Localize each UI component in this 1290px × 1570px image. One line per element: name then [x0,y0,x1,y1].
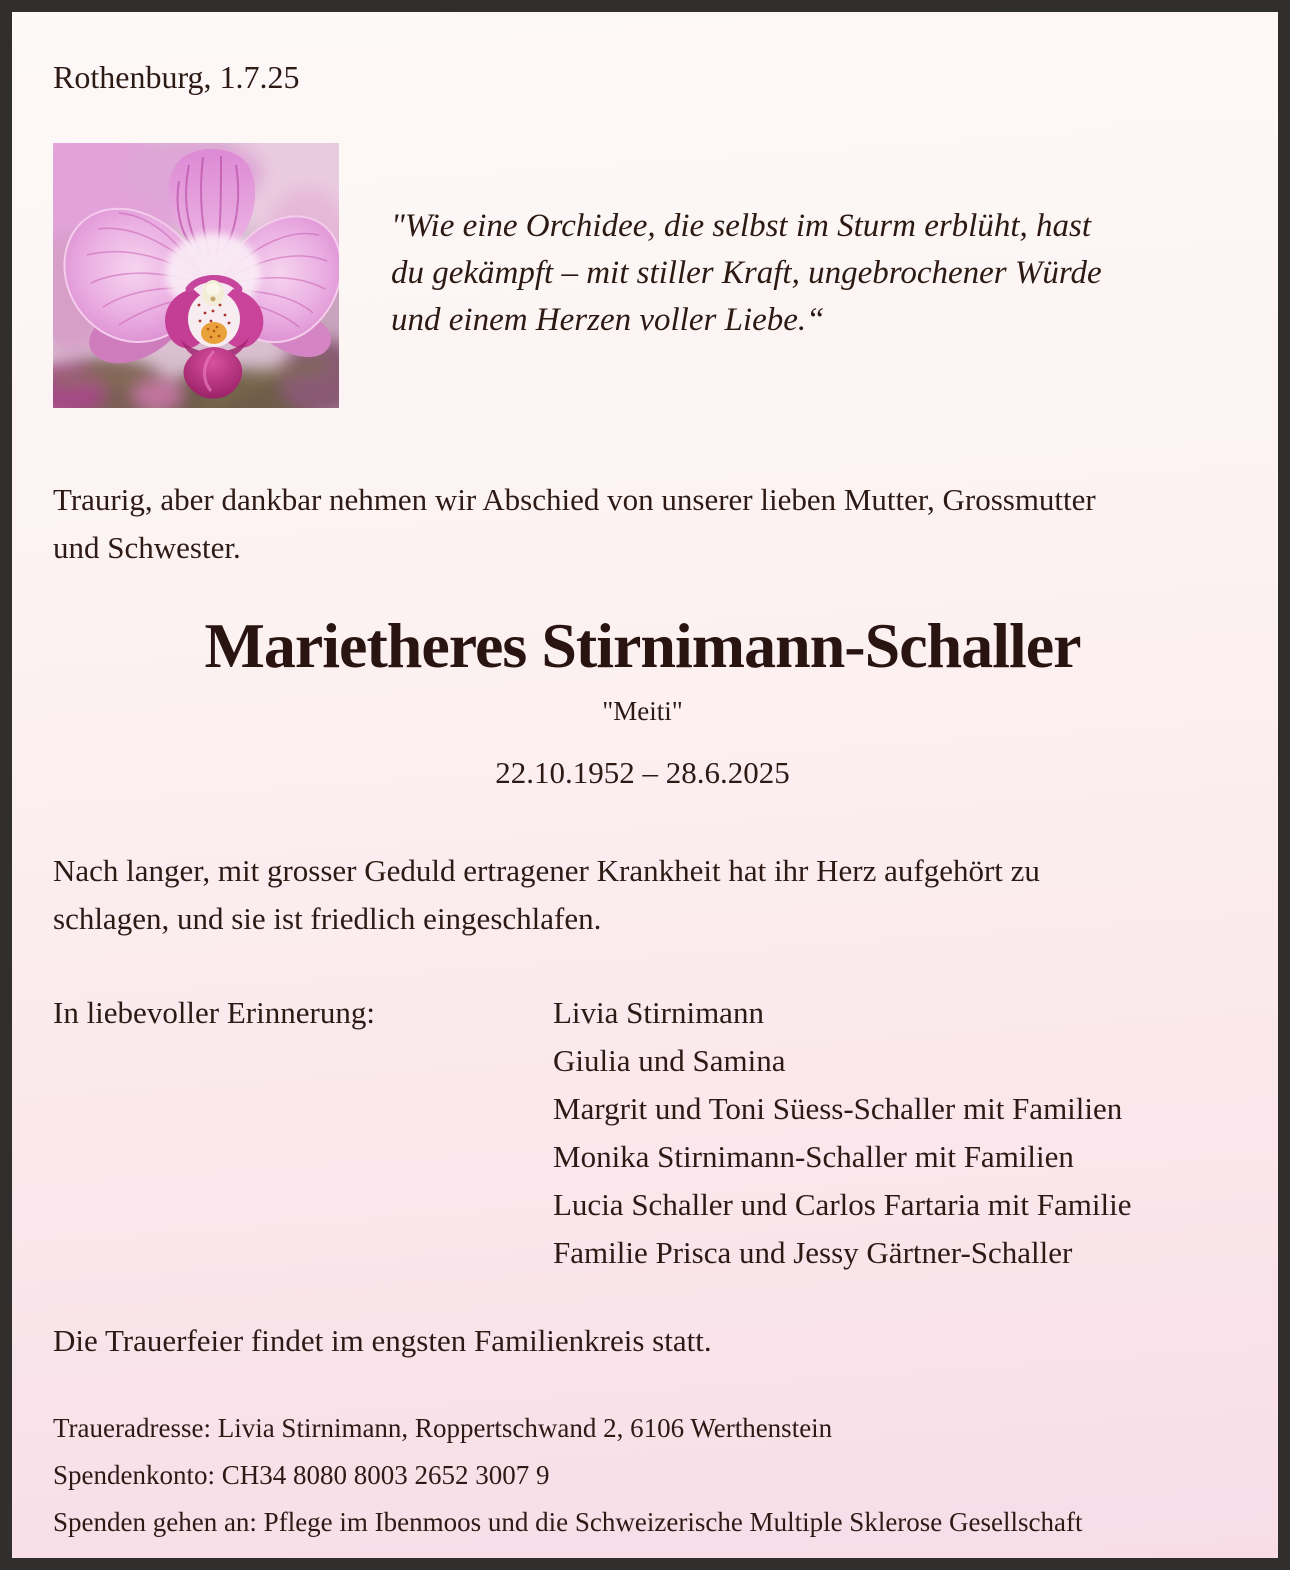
farewell-line: und Schwester. [53,530,241,566]
farewell-line: Traurig, aber dankbar nehmen wir Abschied von unserer lieben Mutter, Grossmutter [53,482,1096,518]
funeral-notice: Die Trauerfeier findet im engsten Familienkreis statt. [53,1322,712,1358]
memorial-name: Margrit und Toni Süess-Schaller mit Familien [553,1090,1123,1126]
donation-account: Spendenkonto: CH34 8080 8003 2652 3007 9 [53,1459,550,1490]
photo-quote-row [53,143,1232,408]
memorial-label: In liebevoller Erinnerung: [53,994,375,1030]
memorial-section [53,989,1232,1277]
memorial-quote [391,203,1102,408]
deceased-nickname: "Meiti" [602,696,683,727]
orchid-photo [53,143,339,408]
death-line: Nach langer, mit grosser Geduld ertragener Krankheit hat ihr Herz aufgehört zu [53,852,1040,888]
memorial-name: Livia Stirnimann [553,994,764,1030]
quote-line: du gekämpft – mit stiller Kraft, ungebrochener Würde [391,255,1102,292]
quote-line: und einem Herzen voller Liebe.“ [391,302,825,339]
memorial-name: Monika Stirnimann-Schaller mit Familien [553,1138,1074,1174]
mourning-address: Traueradresse: Livia Stirnimann, Roppertschwand 2, 6106 Werthenstein [53,1412,833,1443]
memorial-names [553,989,1132,1277]
death-paragraph [53,847,1232,943]
memorial-name: Lucia Schaller und Carlos Fartaria mit Familie [553,1186,1132,1222]
memorial-name: Familie Prisca und Jessy Gärtner-Schaller [553,1234,1073,1270]
quote-line: "Wie eine Orchidee, die selbst im Sturm erblüht, hast [391,208,1092,245]
farewell-paragraph [53,476,1232,572]
dateline: Rothenburg, 1.7.25 [53,59,300,95]
footer-info [53,1405,1232,1546]
memorial-name: Giulia und Samina [553,1042,786,1078]
deceased-name: Marietheres Stirnimann-Schaller [204,610,1081,682]
donation-recipients: Spenden gehen an: Pflege im Ibenmoos und die Schweizerische Multiple Sklerose Gesellschaft [53,1506,1083,1537]
death-line: schlagen, und sie ist friedlich eingeschlafen. [53,900,602,936]
life-dates: 22.10.1952 – 28.6.2025 [495,754,790,790]
